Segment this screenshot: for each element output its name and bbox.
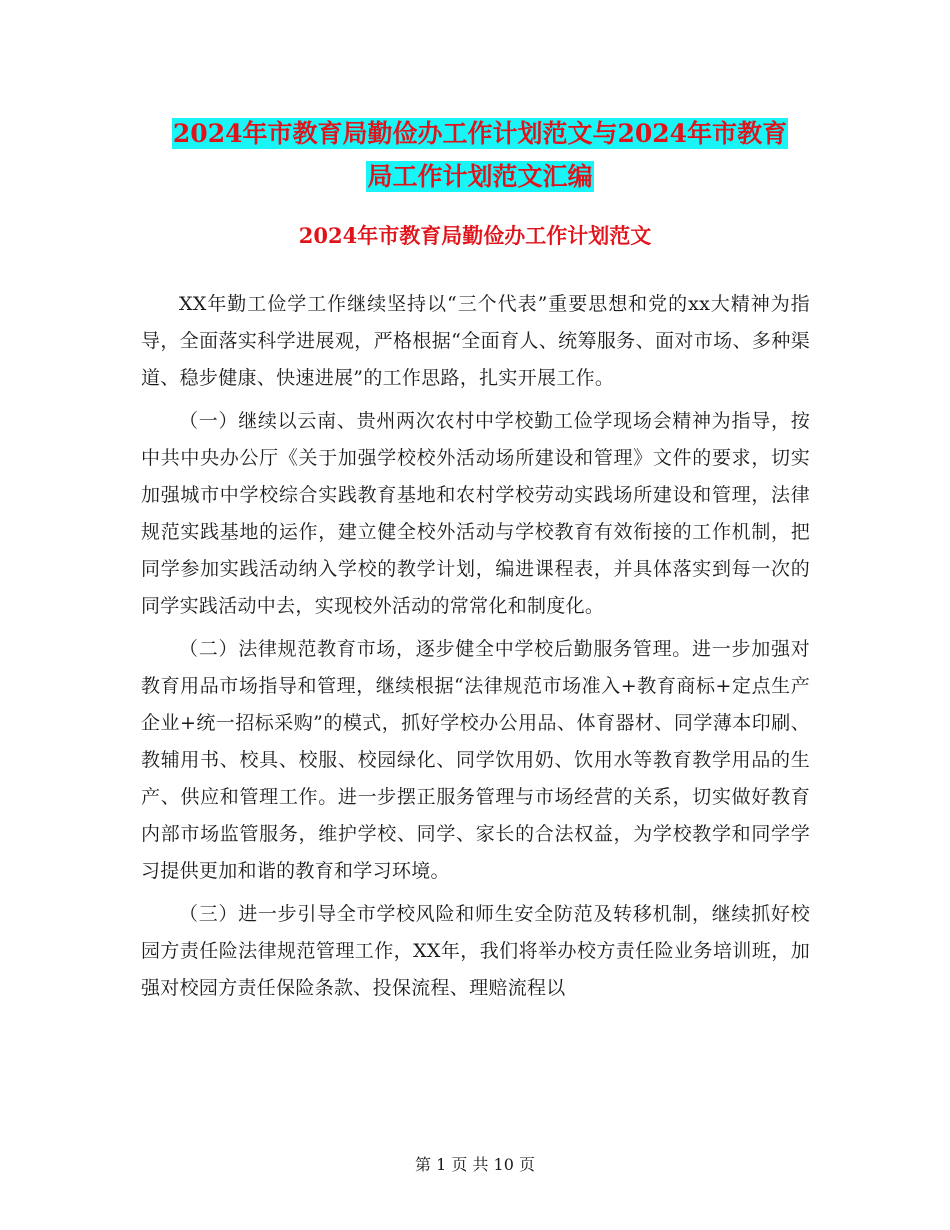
section-title: 2024年市教育局勤俭办工作计划范文 [298,223,652,248]
paragraph-intro: XX年勤工俭学工作继续坚持以“三个代表”重要思想和党的xx大精神为指导，全面落实科学进展观，严格根据“全面育人、统筹服务、面对市场、多种渠道、稳步健康、快速进展”的工作思路，扎实开展工作。 [141,293,810,389]
page-footer: 第 1 页 共 10 页 [415,1155,535,1174]
document-body [141,286,810,1013]
paragraph-item-2: （二）法律规范教育市场，逐步健全中学校后勤服务管理。进一步加强对教育用品市场指导和管理，继续根据“法律规范市场准入+教育商标+定点生产企业+统一招标采购”的模式，抓好学校办公用品、体育器材、同学薄本印刷、教辅用书、校具、校服、校园绿化、同学饮用奶、饮用水等教育教学用品的生产、供应和管理工作。进一步摆正服务管理与市场经营的关系，切实做好教育内部市场监管服务，维护学校、同学、家长的合法权益，为学校教学和同学学习提供更加和谐的教育和学习环境。 [141,638,810,882]
title-line-2: 局工作计划范文汇编 [367,162,593,191]
paragraph-item-3: （三）进一步引导全市学校风险和师生安全防范及转移机制，继续抓好校园方责任险法律规范管理工作，XX年，我们将举办校方责任险业务培训班，加强对校园方责任保险条款、投保流程、理赔流程以 [141,903,810,999]
document-title [140,112,820,198]
title-line-1: 2024年市教育局勤俭办工作计划范文与2024年市教育 [172,119,788,148]
paragraph-item-1: （一）继续以云南、贵州两次农村中学校勤工俭学现场会精神为指导，按中共中央办公厅《关于加强学校校外活动场所建设和管理》文件的要求，切实加强城市中学校综合实践教育基地和农村学校劳动实践场所建设和管理，法律规范实践基地的运作，建立健全校外活动与学校教育有效衔接的工作机制，把同学参加实践活动纳入学校的教学计划，编进课程表，并具体落实到每一次的同学实践活动中去，实现校外活动的常常化和制度化。 [141,410,810,617]
